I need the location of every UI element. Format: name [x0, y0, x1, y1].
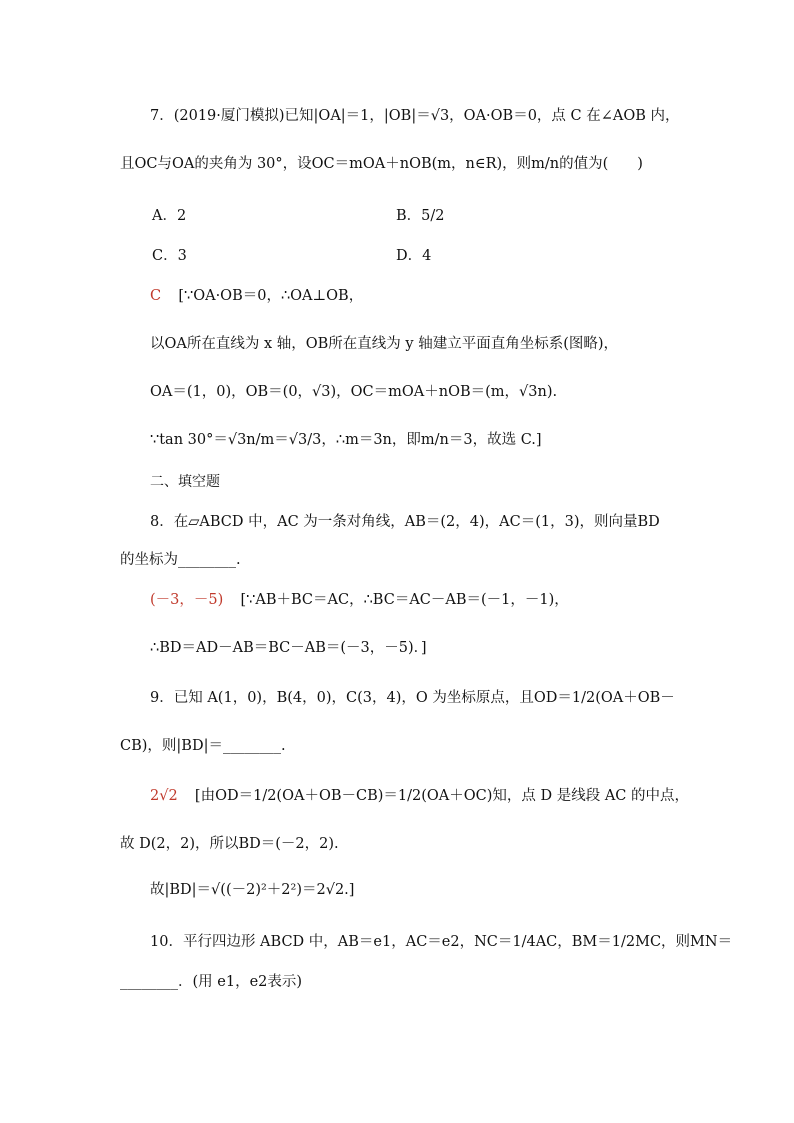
q7-line1: 7．(2019·厦门模拟)已知|OA|＝1，|OB|＝√3，OA·OB＝0，点 C 在∠AOB 内， — [150, 108, 680, 124]
q7-option-d: D．4 — [396, 248, 432, 264]
q7-solution-line3: OA＝(1，0)，OB＝(0，√3)，OC＝mOA＋nOB＝(m，√3n). — [150, 384, 558, 400]
q8-line2: 的坐标为________. — [120, 552, 241, 568]
q9-line2: CB)，则|BD|＝________. — [120, 738, 286, 754]
q7-sol1-text: [∵OA·OB＝0，∴OA⊥OB， — [178, 288, 364, 304]
q8-sol1-text: [∵AB＋BC＝AC，∴BC＝AC－AB＝(－1，－1)， — [240, 592, 569, 608]
q7-line2: 且OC与OA的夹角为 30°，设OC＝mOA＋nOB(m，n∈R)，则m/n的值为( ) — [120, 156, 643, 172]
q8-answer: (－3，－5) — [150, 592, 224, 608]
q7-solution-line2: 以OA所在直线为 x 轴，OB所在直线为 y 轴建立平面直角坐标系(图略)， — [150, 336, 619, 352]
q7-solution-line1 — [150, 286, 754, 306]
q9-answer: 2√2 — [150, 788, 178, 804]
q10-line1: 10．平行四边形 ABCD 中，AB＝e1，AC＝e2，NC＝1/4AC，BM＝1/2MC，则MN＝ — [150, 934, 733, 950]
section-title: 二、填空题 — [150, 474, 220, 490]
q9-line1: 9．已知 A(1，0)，B(4，0)，C(3，4)，O 为坐标原点，且OD＝1/2(OA＋OB－ — [150, 690, 675, 706]
q10-line2: ________．(用 e1，e2表示) — [120, 974, 303, 990]
q9-sol1-text: [由OD＝1/2(OA＋OB－CB)＝1/2(OA＋OC)知，点 D 是线段 AC 的中点， — [194, 788, 690, 804]
q7-answer: C — [150, 288, 162, 304]
q9-solution-line1 — [150, 786, 754, 806]
q9-solution-line3: 故|BD|＝√((－2)²＋2²)＝2√2.] — [150, 882, 355, 898]
q8-line1: 8．在▱ABCD 中，AC 为一条对角线，AB＝(2，4)，AC＝(1，3)，则向量BD — [150, 514, 660, 530]
q7-option-b: B．5/2 — [396, 208, 445, 224]
q8-solution-line1 — [150, 590, 754, 610]
q7-solution-line4: ∵tan 30°＝√3n/m＝√3/3，∴m＝3n，即m/n＝3，故选 C.] — [150, 432, 542, 448]
q7-option-c: C．3 — [152, 248, 187, 264]
q8-solution-line2: ∴BD＝AD－AB＝BC－AB＝(－3，－5)．] — [150, 640, 427, 656]
q7-option-a: A．2 — [152, 208, 187, 224]
q9-solution-line2: 故 D(2，2)，所以BD＝(－2，2). — [120, 836, 339, 852]
